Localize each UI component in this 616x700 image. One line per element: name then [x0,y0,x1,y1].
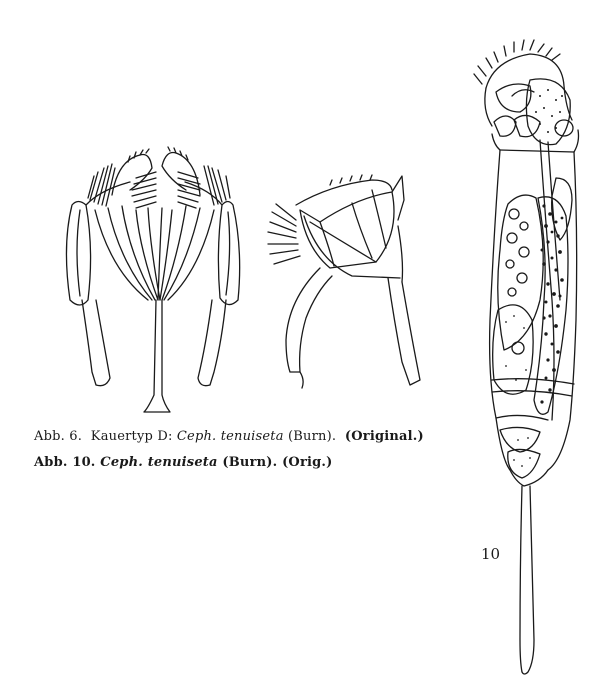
stipple-texture [505,89,564,467]
caption-figure-6 [34,429,424,444]
caption-figure-10 [34,455,333,470]
caption-6-species: Ceph. tenuiseta [176,429,284,444]
figure-number-label: 10 [481,545,501,563]
caption-6-author: (Burn). [288,429,337,444]
rotifer-body-drawing [474,40,579,674]
mastax-lateral-drawing [268,175,420,388]
caption-6-prefix: Abb. 6. [34,429,83,444]
caption-10-author: (Burn). [222,455,278,470]
caption-10-species: Ceph. tenuiseta [100,455,218,470]
caption-6-note: (Original.) [344,429,424,444]
caption-10-prefix: Abb. 10. [34,455,96,470]
caption-6-type: Kauertyp D: [90,429,173,444]
caption-10-note: (Orig.) [282,455,333,470]
mastax-frontal-drawing [66,147,239,412]
